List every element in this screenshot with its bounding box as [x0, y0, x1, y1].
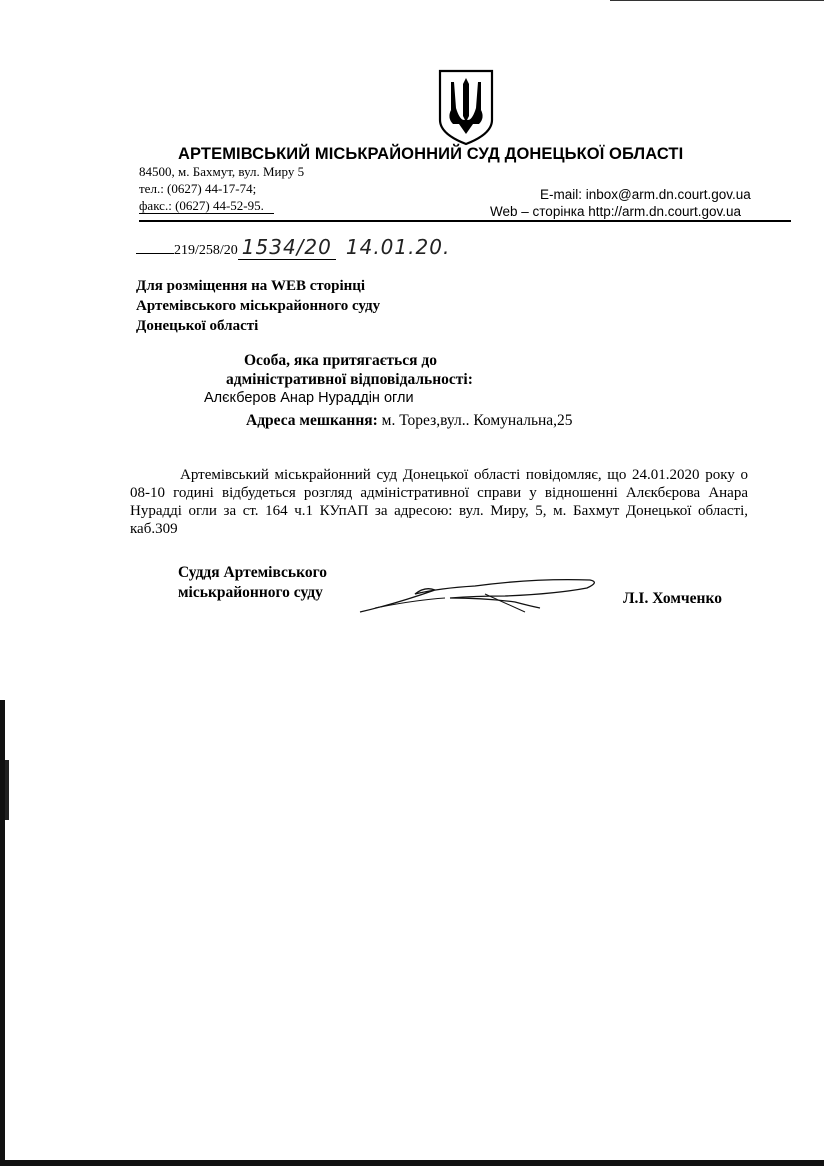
top-edge-rule [610, 0, 824, 1]
court-name: АРТЕМІВСЬКИЙ МІСЬКРАЙОННИЙ СУД ДОНЕЦЬКОЇ ОБЛАСТІ [178, 145, 684, 163]
scan-left-mark [5, 760, 9, 820]
trident-coat-of-arms-icon [437, 68, 495, 146]
recipient-block [136, 276, 380, 336]
header-divider [139, 220, 791, 222]
recipient-line: Донецької області [136, 318, 259, 334]
outgoing-number-line [136, 235, 450, 259]
court-website: Web – сторінка http://arm.dn.court.gov.ua [490, 204, 742, 219]
judge-title-line: Суддя Артемівського [178, 564, 328, 581]
person-label-line1: Особа, яка притягається до [244, 352, 437, 369]
residence-line [246, 412, 573, 430]
handwritten-registration-date: 14.01.20. [345, 235, 451, 259]
judge-title-line: міськрайонного суду [178, 584, 323, 601]
handwritten-signature [355, 572, 605, 617]
judge-name: Л.І. Хомченко [623, 590, 722, 607]
court-fax: факс.: (0627) 44-52-95. [139, 198, 264, 213]
handwritten-registration-number: 1534/20 [238, 235, 336, 260]
recipient-line: Артемівського міськрайонного суду [136, 298, 381, 314]
person-name: Алєкберов Анар Нураддін огли [204, 390, 414, 406]
court-address: 84500, м. Бахмут, вул. Миру 5 [139, 164, 305, 179]
residence-value: м. Торез,вул.. Комунальна,25 [381, 412, 573, 429]
scan-bottom-band [0, 1160, 824, 1166]
recipient-line: Для розміщення на WEB сторінці [136, 278, 366, 294]
notice-paragraph: Артемівський міськрайонний суд Донецької області повідомляє, що 24.01.2020 року о 08-10 годині відбудеться розгляд адміністративної справи у відношенні Алєкбєрова Анара Нурадді огли за ст. 164 ч.1 КУпАП за адресою: вул. Миру, 5, м. Бахмут Донецької області, каб.309 [130, 467, 748, 537]
outgoing-blank [136, 253, 174, 254]
court-email: E-mail: inbox@arm.dn.court.gov.ua [540, 187, 751, 202]
fax-underline [139, 213, 274, 214]
judge-title [178, 563, 327, 603]
residence-label: Адреса мешкання: [246, 412, 378, 429]
outgoing-number: 219/258/20 [174, 243, 238, 258]
court-phone: тел.: (0627) 44-17-74; [139, 181, 257, 196]
person-label-line2: адміністративної відповідальності: [226, 371, 473, 388]
